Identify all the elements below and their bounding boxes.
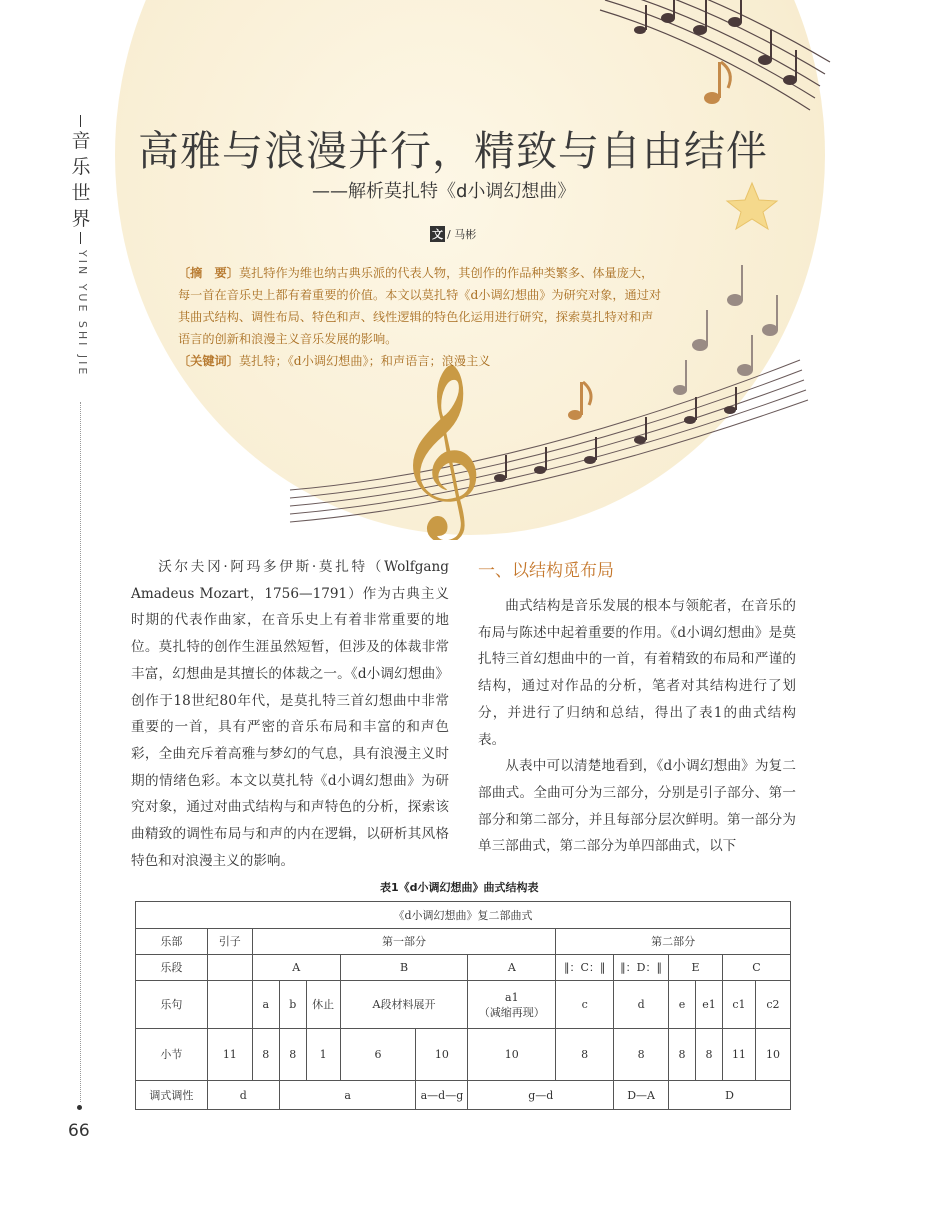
table-cell: 休止: [306, 981, 340, 1029]
article-subtitle: ——解析莫扎特《d小调幻想曲》: [312, 181, 576, 202]
table-cell: 8: [252, 1029, 279, 1081]
section-heading: 一、以结构觅布局: [478, 561, 614, 581]
table-caption: 表1《d小调幻想曲》曲式结构表: [380, 881, 539, 894]
form-structure-table: [135, 901, 791, 1110]
sidebar-dotted-line: [80, 402, 81, 1102]
table-cell: 10: [755, 1029, 790, 1081]
table-cell: a: [252, 981, 279, 1029]
table-cell: 8: [614, 1029, 669, 1081]
table-row: [136, 1029, 791, 1081]
table-cell: c: [556, 981, 614, 1029]
table-row: [136, 955, 791, 981]
gold-note-top: [704, 62, 730, 104]
table-cell: a: [279, 1081, 416, 1110]
table-cell: [207, 955, 252, 981]
table-cell: b: [279, 981, 306, 1029]
table-cell: a—d—g: [416, 1081, 468, 1110]
keywords-label: 〔关键词〕: [178, 354, 239, 368]
sidebar-char: 世: [71, 182, 91, 204]
table-cell: 11: [722, 1029, 755, 1081]
table-cell: 10: [416, 1029, 468, 1081]
row-label: 小节: [136, 1029, 208, 1081]
table-cell: 10: [468, 1029, 556, 1081]
body-paragraph: 曲式结构是音乐发展的根本与领舵者，在音乐的布局与陈述中起着重要的作用。《d小调幻想曲》是莫扎特三首幻想曲中的一首，有着精致的布局和严谨的结构，通过对作品的分析，笔者对其结构进行了划分，并进行了归纳和总结，得出了表1的曲式结构表。: [478, 598, 796, 748]
table-cell: 11: [207, 1029, 252, 1081]
table-cell: 8: [556, 1029, 614, 1081]
byline-mark: 文: [432, 228, 443, 241]
table-cell: 1: [306, 1029, 340, 1081]
table-cell: D: [669, 1081, 791, 1110]
sidebar-column-pinyin: YIN YUE SHI JIE: [76, 250, 89, 378]
table-cell: 8: [669, 1029, 696, 1081]
treble-clef-icon: 𝄞: [395, 362, 484, 536]
table-cell: 引子: [207, 929, 252, 955]
sidebar-char: 音: [71, 130, 91, 152]
row-label: 乐句: [136, 981, 208, 1029]
table-cell: ‖：D：‖: [614, 955, 669, 981]
table-cell: c2: [755, 981, 790, 1029]
table-cell: D—A: [614, 1081, 669, 1110]
sidebar-bullet: [77, 1105, 82, 1110]
table-row: [136, 981, 791, 1029]
abstract-label: 〔摘 要〕: [178, 266, 239, 280]
table-cell: 6: [340, 1029, 416, 1081]
sidebar-column-name: [69, 128, 93, 232]
table-row: [136, 929, 791, 955]
table-cell: [468, 981, 556, 1029]
table-cell: 8: [279, 1029, 306, 1081]
body-column-left: [131, 554, 449, 874]
table-cell: A: [252, 955, 340, 981]
table-cell: E: [669, 955, 723, 981]
table-cell: g—d: [468, 1081, 614, 1110]
table-heading: 《d小调幻想曲》复二部曲式: [136, 902, 791, 929]
table-cell: 第一部分: [252, 929, 555, 955]
body-column-right: [478, 593, 796, 860]
table-cell: B: [340, 955, 468, 981]
row-label: 乐段: [136, 955, 208, 981]
abstract-text: 莫扎特作为维也纳古典乐派的代表人物，其创作的作品种类繁多、体量庞大，每一首在音乐史上都有着重要的价值。本文以莫扎特《d小调幻想曲》为研究对象，通过对其曲式结构、调性布局、特色和声、线性逻辑的特色化运用进行研究，探索莫扎特对和声语言的创新和浪漫主义音乐发展的影响。: [178, 266, 662, 346]
row-label: 调式调性: [136, 1081, 208, 1110]
sidebar-divider-mid: [80, 232, 81, 244]
table-cell-line: a1: [505, 990, 519, 1004]
table-row: [136, 1081, 791, 1110]
byline-author: / 马彬: [447, 228, 477, 241]
body-paragraph: 从表中可以清楚地看到，《d小调幻想曲》为复二部曲式。全曲可分为三部分，分别是引子部分、第一部分和第二部分，并且每部分层次鲜明。第一部分为单三部曲式，第二部分为单四部曲式，以下: [478, 758, 796, 855]
table-cell: A段材料展开: [340, 981, 468, 1029]
table-cell: d: [207, 1081, 279, 1110]
sidebar-divider-top: [80, 115, 81, 127]
table-cell: C: [722, 955, 790, 981]
sidebar-char: 界: [71, 208, 91, 230]
intro-paragraph: 沃尔夫冈·阿玛多伊斯·莫扎特（Wolfgang Amadeus Mozart，1756—1791）作为古典主义时期的代表作曲家，在音乐史上有着非常重要的地位。莫扎特的创作生涯虽然短暂，但涉及的体裁非常丰富，幻想曲是其擅长的体裁之一。《d小调幻想曲》创作于18世纪80年代，是莫扎特三首幻想曲中非常重要的一首，具有严密的音乐布局和丰富的和声色彩，全曲充斥着高雅与梦幻的气息，具有浪漫主义时期的情绪色彩。本文以莫扎特《d小调幻想曲》为研究对象，通过对曲式结构与和声特色的分析，探索该曲精致的调性布局与和声的内在逻辑，以研析其风格特色和对浪漫主义的影响。: [131, 559, 449, 869]
abstract: [178, 262, 662, 372]
notes-top: [634, 0, 797, 85]
staff-lines-bottom: [290, 360, 808, 522]
star-decoration: [727, 183, 777, 229]
row-label: 乐部: [136, 929, 208, 955]
table-cell: A: [468, 955, 556, 981]
table-cell: 8: [696, 1029, 723, 1081]
table-cell: e: [669, 981, 696, 1029]
gold-note-mid: [568, 382, 591, 420]
table-cell: c1: [722, 981, 755, 1029]
notes-right: [673, 265, 778, 395]
notes-bottom: [494, 387, 737, 482]
byline: [430, 226, 476, 242]
keywords-text: 莫扎特；《d小调幻想曲》；和声语言；浪漫主义: [238, 354, 491, 368]
page-number: 66: [68, 1121, 90, 1141]
table-cell: ‖：C：‖: [556, 955, 614, 981]
table-cell-line: （减缩再现）: [478, 1005, 545, 1019]
table-cell: [207, 981, 252, 1029]
sidebar-char: 乐: [71, 156, 91, 178]
article-title: 高雅与浪漫并行，精致与自由结伴: [138, 127, 768, 175]
table-cell: d: [614, 981, 669, 1029]
table-cell: 第二部分: [556, 929, 791, 955]
table-cell: e1: [696, 981, 723, 1029]
table-row: [136, 902, 791, 929]
